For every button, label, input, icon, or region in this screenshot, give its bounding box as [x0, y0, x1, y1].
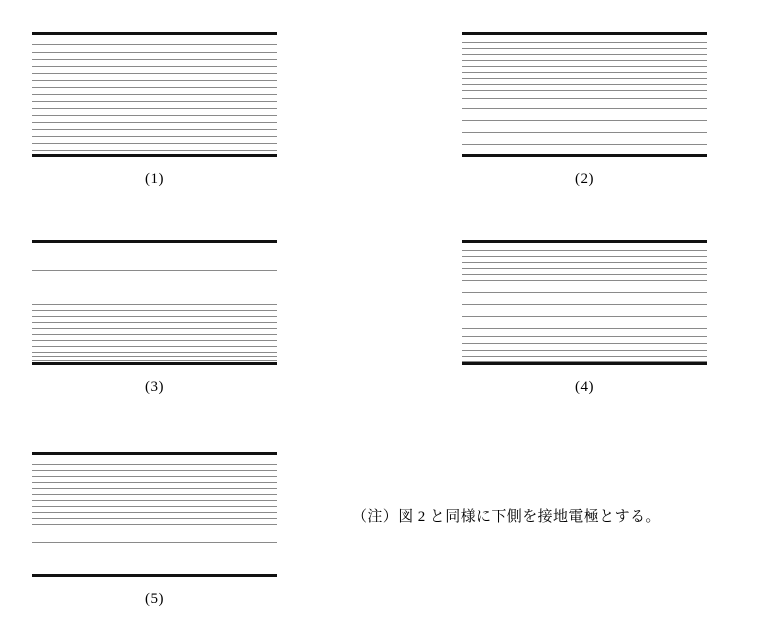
- equipotential-line: [462, 280, 707, 281]
- equipotential-line: [462, 274, 707, 275]
- panel-caption: (2): [575, 171, 594, 187]
- equipotential-line: [462, 66, 707, 67]
- equipotential-line: [32, 476, 277, 477]
- capacitor-field-diagram: [462, 32, 707, 157]
- equipotential-line: [32, 356, 277, 357]
- panel-caption: (4): [575, 379, 594, 395]
- equipotential-line: [32, 328, 277, 329]
- upper-electrode: [32, 240, 277, 243]
- field-panel: [462, 32, 707, 197]
- upper-electrode: [32, 32, 277, 35]
- equipotential-line: [462, 84, 707, 85]
- equipotential-line: [462, 268, 707, 269]
- equipotential-line: [462, 108, 707, 109]
- equipotential-line: [462, 256, 707, 257]
- equipotential-line: [32, 322, 277, 323]
- equipotential-line: [462, 250, 707, 251]
- equipotential-line: [32, 470, 277, 471]
- capacitor-field-diagram: [32, 240, 277, 365]
- equipotential-line: [462, 132, 707, 133]
- equipotential-line: [32, 488, 277, 489]
- equipotential-line: [462, 54, 707, 55]
- equipotential-line: [32, 524, 277, 525]
- panel-caption: (5): [145, 591, 164, 607]
- field-panel: [32, 452, 277, 617]
- lower-ground-electrode: [32, 362, 277, 365]
- figure-note: （注）図 2 と同様に下側を接地電極とする。: [352, 509, 661, 525]
- lower-ground-electrode: [462, 362, 707, 365]
- equipotential-line: [32, 44, 277, 45]
- equipotential-line: [32, 304, 277, 305]
- equipotential-line: [462, 356, 707, 357]
- equipotential-line: [32, 500, 277, 501]
- equipotential-line: [32, 310, 277, 311]
- equipotential-line: [32, 150, 277, 151]
- equipotential-line: [32, 482, 277, 483]
- panel-caption: (3): [145, 379, 164, 395]
- equipotential-line: [32, 340, 277, 341]
- equipotential-line: [462, 98, 707, 99]
- panel-caption: (1): [145, 171, 164, 187]
- equipotential-line: [32, 129, 277, 130]
- equipotential-line: [32, 316, 277, 317]
- equipotential-line: [462, 144, 707, 145]
- equipotential-line: [32, 346, 277, 347]
- equipotential-line: [462, 120, 707, 121]
- capacitor-field-diagram: [32, 452, 277, 577]
- equipotential-line: [462, 350, 707, 351]
- equipotential-line: [462, 304, 707, 305]
- equipotential-line: [32, 494, 277, 495]
- capacitor-field-diagram: [32, 32, 277, 157]
- equipotential-line: [32, 136, 277, 137]
- equipotential-line: [32, 101, 277, 102]
- equipotential-line: [32, 115, 277, 116]
- equipotential-line: [462, 60, 707, 61]
- equipotential-line: [32, 464, 277, 465]
- equipotential-line: [32, 506, 277, 507]
- equipotential-line: [462, 90, 707, 91]
- equipotential-line: [462, 336, 707, 337]
- field-panel: [462, 240, 707, 405]
- equipotential-line: [462, 72, 707, 73]
- equipotential-line: [32, 94, 277, 95]
- equipotential-line: [462, 292, 707, 293]
- upper-electrode: [462, 32, 707, 35]
- equipotential-line: [462, 316, 707, 317]
- equipotential-line: [462, 42, 707, 43]
- equipotential-line: [32, 542, 277, 543]
- upper-electrode: [32, 452, 277, 455]
- equipotential-line: [32, 512, 277, 513]
- equipotential-line: [462, 262, 707, 263]
- equipotential-line: [32, 270, 277, 271]
- lower-ground-electrode: [32, 154, 277, 157]
- equipotential-line: [32, 66, 277, 67]
- equipotential-line: [32, 352, 277, 353]
- equipotential-line: [462, 343, 707, 344]
- lower-ground-electrode: [32, 574, 277, 577]
- equipotential-line: [462, 78, 707, 79]
- field-panel: [32, 240, 277, 405]
- equipotential-line: [32, 122, 277, 123]
- equipotential-line: [32, 80, 277, 81]
- field-panel: [32, 32, 277, 197]
- equipotential-line: [32, 52, 277, 53]
- equipotential-line: [32, 360, 277, 361]
- equipotential-line: [32, 73, 277, 74]
- equipotential-line: [32, 334, 277, 335]
- capacitor-field-diagram: [462, 240, 707, 365]
- equipotential-line: [32, 143, 277, 144]
- equipotential-line: [462, 361, 707, 362]
- upper-electrode: [462, 240, 707, 243]
- equipotential-line: [462, 328, 707, 329]
- equipotential-line: [32, 59, 277, 60]
- equipotential-line: [462, 48, 707, 49]
- equipotential-line: [32, 108, 277, 109]
- equipotential-line: [32, 87, 277, 88]
- lower-ground-electrode: [462, 154, 707, 157]
- equipotential-line: [32, 518, 277, 519]
